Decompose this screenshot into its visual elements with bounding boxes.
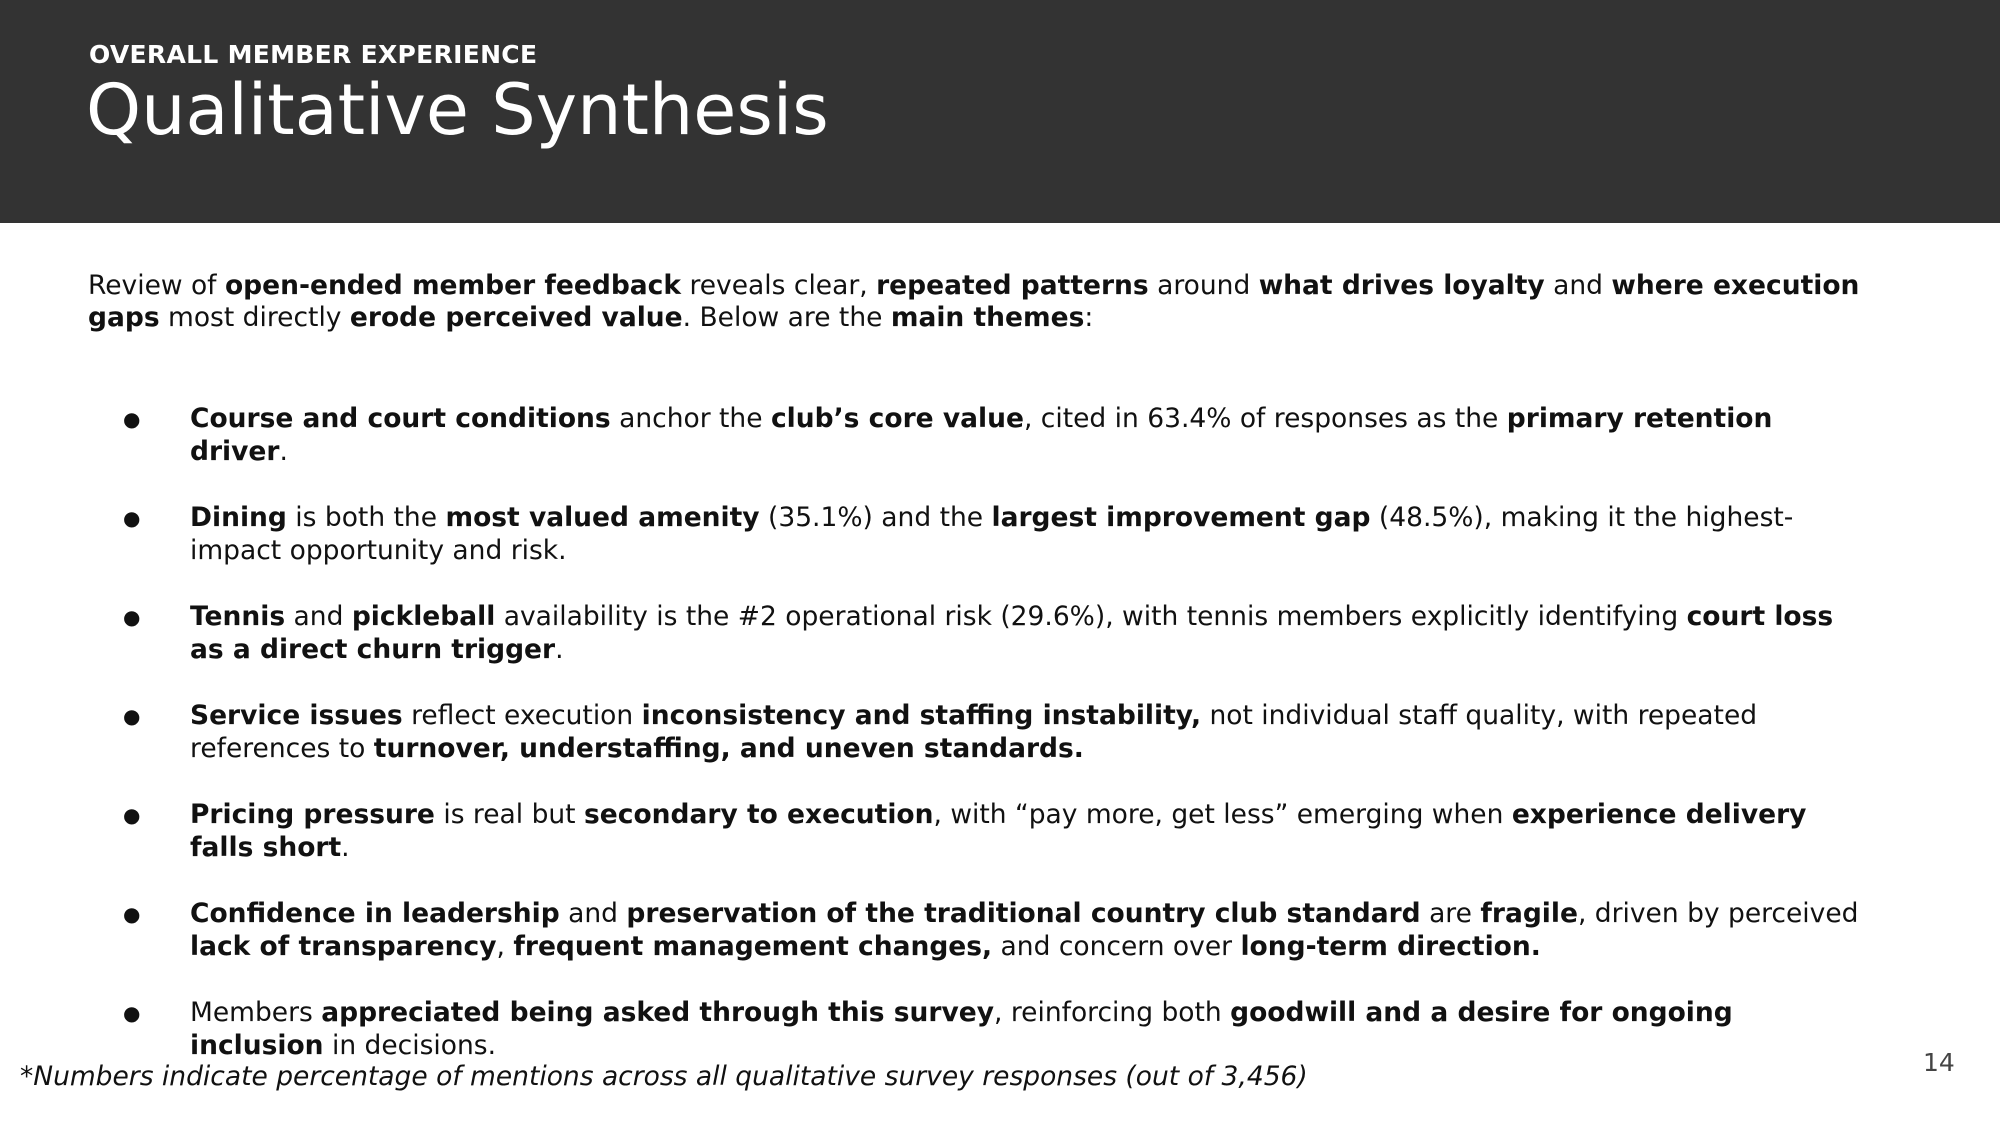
theme-6-run-8: frequent management changes, bbox=[513, 931, 993, 962]
section-kicker: OVERALL MEMBER EXPERIENCE bbox=[89, 40, 538, 69]
intro-run-4: around bbox=[1148, 270, 1259, 301]
theme-1-run-4: primary retention driver bbox=[190, 403, 1773, 467]
theme-4-run-4: turnover, understaffing, and uneven standards. bbox=[373, 733, 1084, 764]
theme-1-run-1: anchor the bbox=[610, 403, 771, 434]
theme-3-run-5: . bbox=[555, 634, 564, 665]
theme-list bbox=[0, 402, 2000, 1095]
intro-run-0: Review of bbox=[88, 270, 225, 301]
bullet-dot-icon: ● bbox=[123, 704, 141, 728]
theme-4-run-2: inconsistency and staffing instability, bbox=[641, 700, 1202, 731]
theme-6-run-1: and bbox=[559, 898, 627, 929]
theme-item-4 bbox=[0, 699, 1860, 765]
theme-7-run-2: , reinforcing both bbox=[994, 997, 1231, 1028]
theme-3-run-1: and bbox=[285, 601, 352, 632]
theme-3-run-3: availability is the #2 operational risk (29.6%), with tennis members explicitly identifying bbox=[495, 601, 1687, 632]
theme-5-run-5: . bbox=[341, 832, 350, 863]
bullet-dot-icon: ● bbox=[123, 902, 141, 926]
theme-1-run-2: club’s core value bbox=[770, 403, 1024, 434]
bullet-dot-icon: ● bbox=[123, 605, 141, 629]
page-number: 14 bbox=[1923, 1048, 1955, 1077]
bullet-dot-icon: ● bbox=[123, 506, 141, 530]
theme-1-run-5: . bbox=[279, 436, 288, 467]
intro-run-3: repeated patterns bbox=[876, 270, 1149, 301]
theme-4-run-1: reflect execution bbox=[402, 700, 642, 731]
intro-run-7: where execution gaps bbox=[88, 270, 1860, 333]
bullet-dot-icon: ● bbox=[123, 1001, 141, 1025]
theme-item-3 bbox=[0, 600, 1860, 666]
theme-3-run-0: Tennis bbox=[190, 601, 286, 632]
intro-run-10: . Below are the bbox=[682, 302, 891, 333]
intro-run-6: and bbox=[1544, 270, 1612, 301]
theme-2-run-0: Dining bbox=[190, 502, 287, 533]
theme-item-7 bbox=[0, 996, 1860, 1062]
header-bar bbox=[0, 0, 2000, 223]
page-title: Qualitative Synthesis bbox=[86, 69, 829, 151]
theme-6-run-4: fragile bbox=[1480, 898, 1578, 929]
theme-7-run-1: appreciated being asked through this survey bbox=[321, 997, 995, 1028]
theme-7-run-4: in decisions. bbox=[323, 1030, 497, 1061]
theme-5-run-4: experience delivery falls short bbox=[190, 799, 1807, 863]
theme-7-run-0: Members bbox=[190, 997, 322, 1028]
bullet-dot-icon: ● bbox=[123, 803, 141, 827]
theme-5-run-2: secondary to execution bbox=[584, 799, 934, 830]
intro-paragraph bbox=[88, 270, 1938, 334]
theme-2-run-5: (48.5%), making it the highest-impact opportunity and risk. bbox=[190, 502, 1794, 566]
theme-2-run-3: (35.1%) and the bbox=[759, 502, 992, 533]
intro-run-2: reveals clear, bbox=[681, 270, 877, 301]
intro-run-12: : bbox=[1084, 302, 1094, 333]
theme-6-run-5: , driven by perceived bbox=[1577, 898, 1859, 929]
intro-run-11: main themes bbox=[890, 302, 1085, 333]
theme-2-run-2: most valued amenity bbox=[445, 502, 760, 533]
bullet-dot-icon: ● bbox=[123, 407, 141, 431]
theme-item-5 bbox=[0, 798, 1860, 864]
intro-run-1: open-ended member feedback bbox=[224, 270, 682, 301]
theme-2-run-4: largest improvement gap bbox=[991, 502, 1371, 533]
intro-run-5: what drives loyalty bbox=[1258, 270, 1545, 301]
intro-run-9: erode perceived value bbox=[349, 302, 683, 333]
theme-5-run-3: , with “pay more, get less” emerging when bbox=[933, 799, 1512, 830]
theme-4-run-0: Service issues bbox=[190, 700, 403, 731]
theme-6-run-3: are bbox=[1420, 898, 1481, 929]
theme-3-run-4: court loss as a direct churn trigger bbox=[190, 601, 1834, 665]
theme-5-run-0: Pricing pressure bbox=[190, 799, 435, 830]
theme-6-run-2: preservation of the traditional country club standard bbox=[626, 898, 1421, 929]
theme-item-2 bbox=[0, 501, 1860, 567]
theme-6-run-9: and concern over bbox=[992, 931, 1241, 962]
intro-run-8: most directly bbox=[159, 302, 350, 333]
theme-5-run-1: is real but bbox=[434, 799, 584, 830]
theme-4-run-3: not individual staff quality, with repeated references to bbox=[190, 700, 1758, 764]
theme-6-run-10: long-term direction. bbox=[1240, 931, 1541, 962]
theme-item-6 bbox=[0, 897, 1860, 963]
theme-item-1 bbox=[0, 402, 1860, 468]
theme-1-run-0: Course and court conditions bbox=[190, 403, 611, 434]
theme-7-run-3: goodwill and a desire for ongoing inclusion bbox=[190, 997, 1733, 1061]
footnote: *Numbers indicate percentage of mentions across all qualitative survey responses (out of 3,456) bbox=[20, 1061, 1308, 1092]
theme-6-run-7: , bbox=[496, 931, 514, 962]
theme-2-run-1: is both the bbox=[286, 502, 446, 533]
theme-1-run-3: , cited in 63.4% of responses as the bbox=[1023, 403, 1507, 434]
theme-3-run-2: pickleball bbox=[351, 601, 496, 632]
theme-6-run-6: lack of transparency bbox=[190, 931, 497, 962]
theme-6-run-0: Confidence in leadership bbox=[190, 898, 560, 929]
